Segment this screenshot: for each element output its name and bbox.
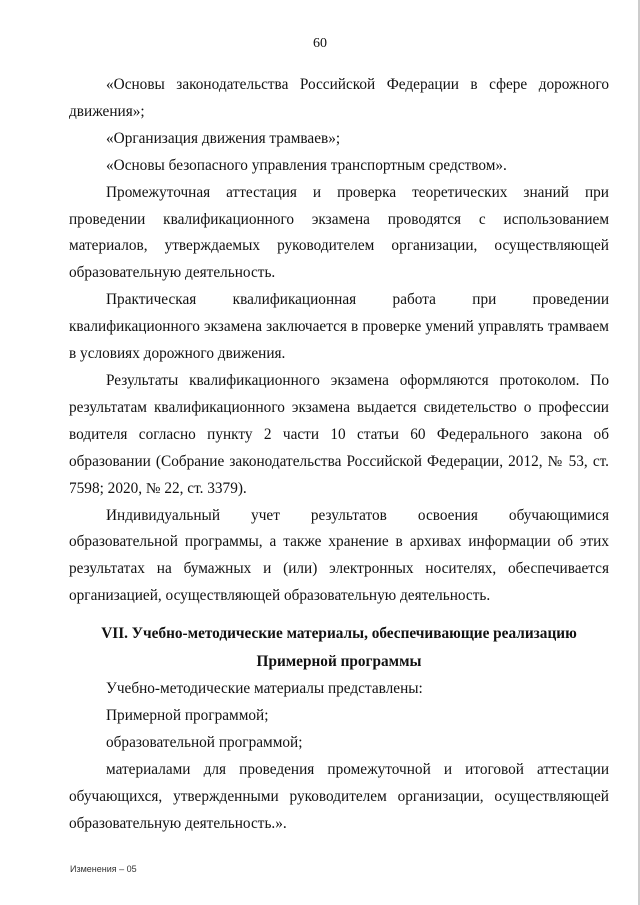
page-number: 60 <box>313 36 327 51</box>
section-paragraph-4: материалами для проведения промежуточной и итоговой аттестации обучающихся, утвержденными руководителем организации, осуществляющей образовательную деятельность.». <box>69 760 609 832</box>
section-paragraph-2: Примерной программой; <box>106 707 269 725</box>
page-footer: Изменения – 05 <box>70 864 137 874</box>
paragraph-6: Результаты квалификационного экзамена оформляются протоколом. По результатам квалификационного экзамена выдается свидетельство о профессии водителя согласно пункту 2 части 10 статьи 60 Федерального закона об образовании (Собрание законодательства Российской Федерации, 2012, № 53, ст. 7598; 2020, № 22, ст. 3379). <box>69 371 609 497</box>
section-paragraph-1: Учебно-методические материалы представлены: <box>106 680 423 698</box>
section-heading-line-1: VII. Учебно-методические материалы, обеспечивающие реализацию <box>101 625 577 643</box>
paragraph-1: «Основы законодательства Российской Федерации в сфере дорожного движения»; <box>69 76 609 120</box>
paragraph-4: Промежуточная аттестация и проверка теоретических знаний при проведении квалификационного экзамена проводятся с использованием материалов, утверждаемых руководителем организации, осуществляющей образовательную деятельность. <box>69 183 609 282</box>
paragraph-3: «Основы безопасного управления транспортным средством». <box>106 156 507 174</box>
paragraph-5: Практическая квалификационная работа при проведении квалификационного экзамена заключается в проверке умений управлять трамваем в условиях дорожного движения. <box>69 291 609 363</box>
paragraph-7: Индивидуальный учет результатов освоения обучающимися образовательной программы, а также хранение в архивах информации об этих результатах на бумажных и (или) электронных носителях, обеспечивается организацией, осуществляющей образовательную деятельность. <box>69 506 609 605</box>
section-heading-line-2: Примерной программы <box>256 653 422 671</box>
document-body <box>69 72 609 838</box>
paragraph-2: «Организация движения трамваев»; <box>106 129 341 147</box>
section-paragraph-3: образовательной программой; <box>106 733 303 751</box>
